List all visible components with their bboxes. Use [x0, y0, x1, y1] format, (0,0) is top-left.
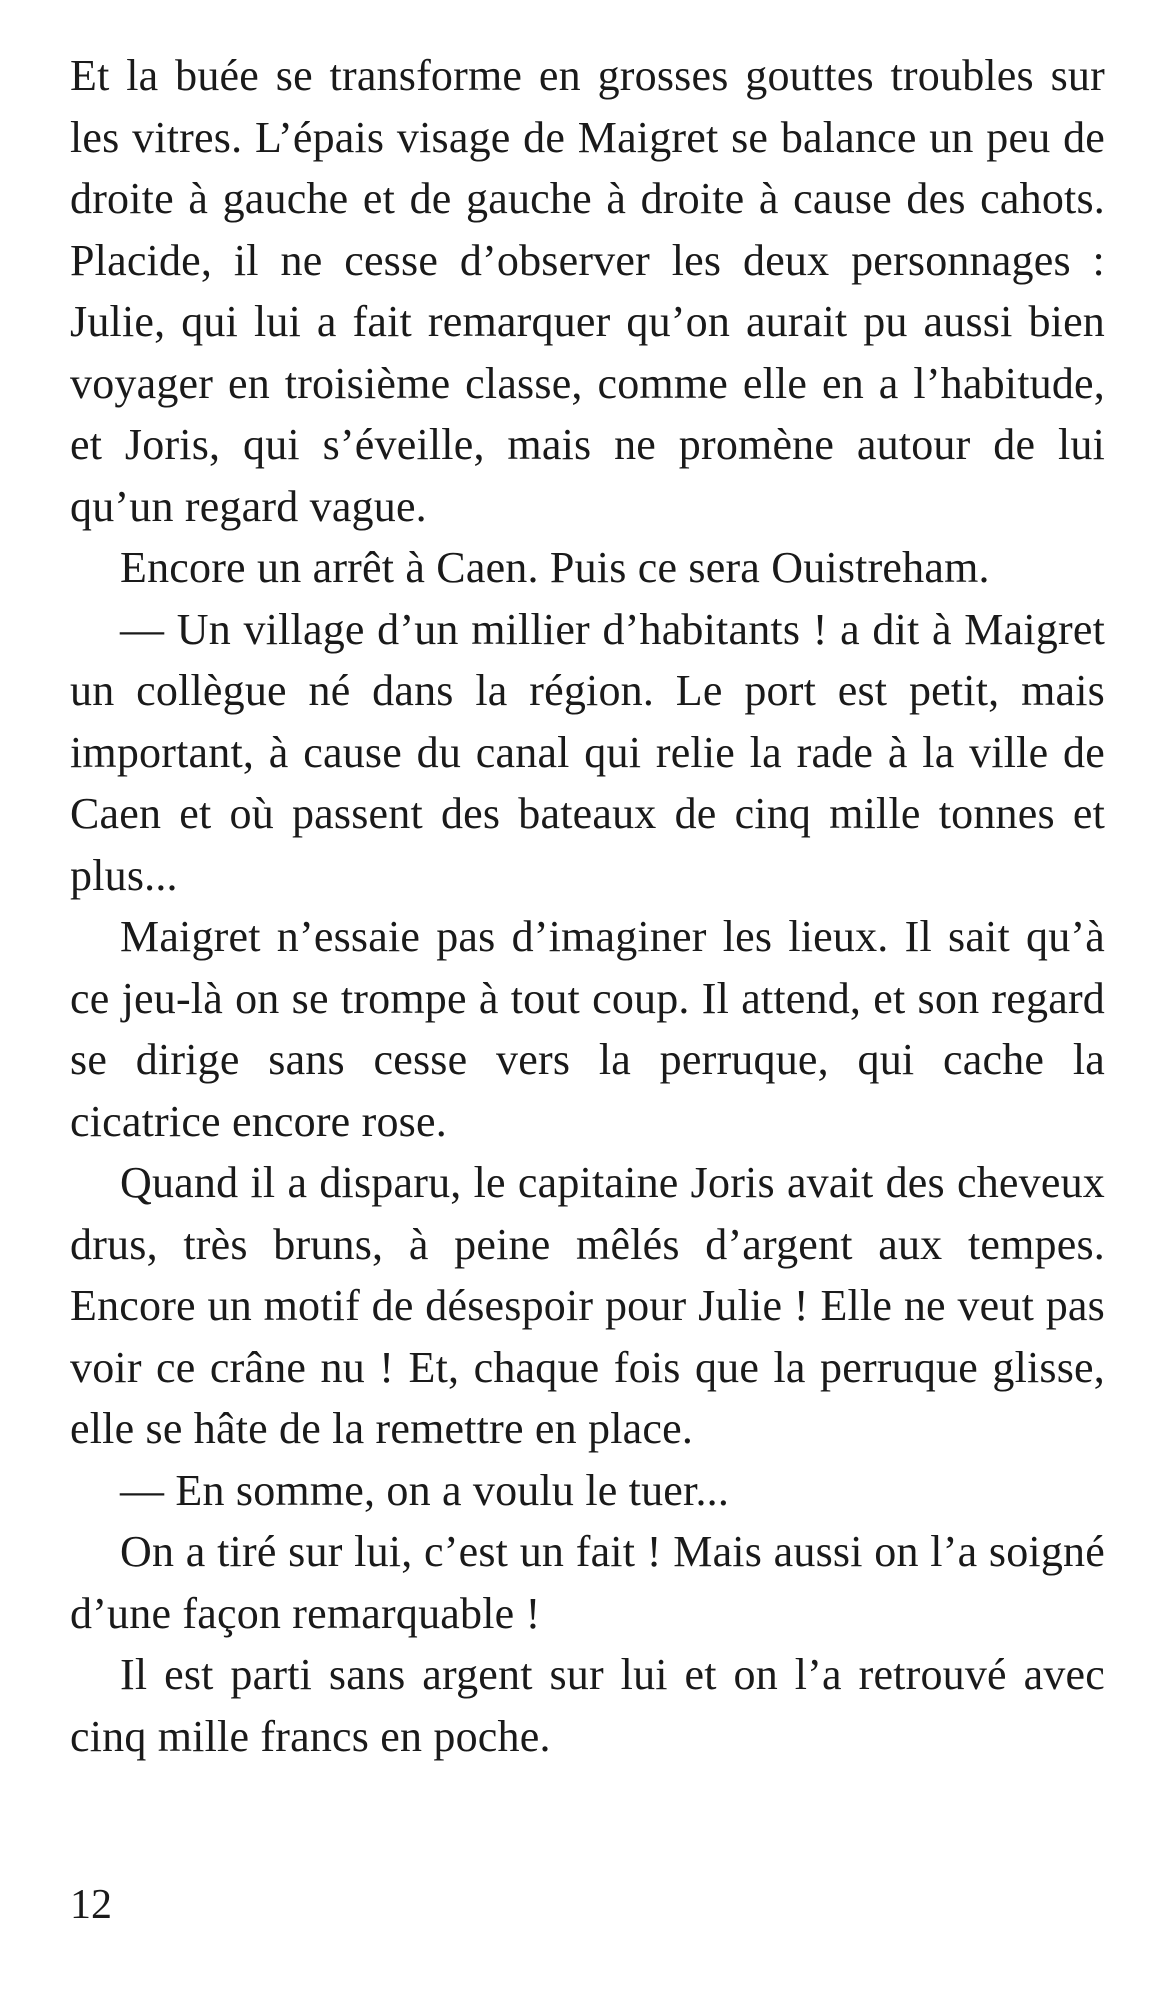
paragraph-7: On a tiré sur lui, c’est un fait ! Mais aussi on l’a soigné d’une façon remarquable ! — [70, 1527, 1105, 1638]
paragraph-1: Et la buée se transforme en grosses gouttes troubles sur les vitres. L’épais visage de Maigret se balance un peu de droite à gauche et de gauche à droite à cause des cahots. Placide, il ne cesse d’observer les deux personnages : Julie, qui lui a fait remarquer qu’on aurait pu aussi bien voyager en troisième classe, comme elle en a l’habitude, et Joris, qui s’éveille, mais ne promène autour de lui qu’un regard vague. — [70, 51, 1105, 531]
paragraph-4: Maigret n’essaie pas d’imaginer les lieux. Il sait qu’à ce jeu-là on se trompe à tout coup. Il attend, et son regard se dirige sans cesse vers la perruque, qui cache la cicatrice encore rose. — [70, 912, 1105, 1146]
paragraph-8: Il est parti sans argent sur lui et on l’a retrouvé avec cinq mille francs en poche. — [70, 1650, 1105, 1761]
body-text — [70, 45, 1105, 1767]
paragraph-6: — En somme, on a voulu le tuer... — [120, 1465, 730, 1515]
page-number: 12 — [70, 1882, 112, 1928]
paragraph-5: Quand il a disparu, le capitaine Joris avait des cheveux drus, très bruns, à peine mêlés d’argent aux tempes. Encore un motif de désespoir pour Julie ! Elle ne veut pas voir ce crâne nu ! Et, chaque fois que la perruque glisse, elle se hâte de la remettre en place. — [70, 1158, 1105, 1453]
paragraph-2: Encore un arrêt à Caen. Puis ce sera Ouistreham. — [120, 543, 990, 592]
paragraph-3: — Un village d’un millier d’habitants ! a dit à Maigret un collègue né dans la région. Le port est petit, mais important, à cause du canal qui relie la rade à la ville de Caen et où passent des bateaux de cinq mille tonnes et plus... — [70, 604, 1105, 900]
